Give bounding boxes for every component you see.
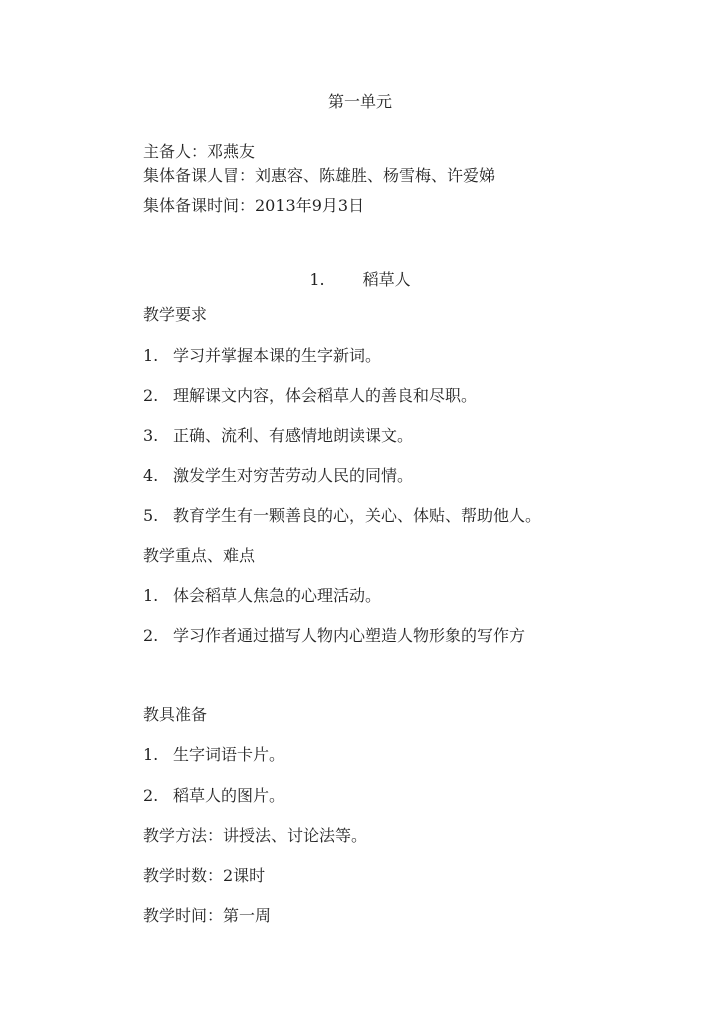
lesson-title (0, 270, 720, 290)
list-item (143, 626, 525, 646)
list-item-number: 4. (143, 466, 159, 485)
list-item-number: 1. (143, 745, 159, 764)
lesson-name: 稻草人 (362, 270, 411, 289)
lead-preparer: 主备人：邓燕友 (143, 142, 256, 161)
list-item (143, 786, 285, 806)
list-item-text: 教育学生有一颗善良的心，关心、体贴、帮助他人。 (173, 506, 542, 525)
list-item (143, 466, 413, 486)
teaching-hours: 教学时数：2课时 (143, 866, 266, 885)
list-item-text: 学习作者通过描写人物内心塑造人物形象的写作方 (173, 626, 526, 645)
requirements-heading: 教学要求 (143, 305, 208, 324)
list-item (143, 745, 285, 765)
list-item-number: 2. (143, 786, 159, 805)
list-item-text: 理解课文内容，体会稻草人的善良和尽职。 (173, 386, 478, 405)
list-item (143, 426, 413, 446)
list-item-number: 3. (143, 426, 159, 445)
lesson-number: 1. (309, 270, 325, 289)
list-item-number: 1. (143, 346, 159, 365)
list-item-number: 2. (143, 386, 159, 405)
list-item-text: 体会稻草人焦急的心理活动。 (173, 586, 382, 605)
list-item-text: 稻草人的图片。 (173, 786, 286, 805)
prep-time: 集体备课时间：2013年9月3日 (143, 196, 365, 215)
list-item-number: 5. (143, 506, 159, 525)
list-item (143, 386, 477, 406)
key-points-heading: 教学重点、难点 (143, 546, 256, 565)
list-item-text: 激发学生对穷苦劳动人民的同情。 (173, 466, 414, 485)
list-item (143, 346, 381, 366)
teaching-method: 教学方法：讲授法、讨论法等。 (143, 826, 368, 845)
list-item-number: 1. (143, 586, 159, 605)
list-item-number: 2. (143, 626, 159, 645)
group-members: 集体备课人冒：刘惠容、陈雄胜、杨雪梅、许爱娣 (143, 166, 496, 185)
list-item (143, 586, 381, 606)
teaching-schedule: 教学时间：第一周 (143, 906, 272, 925)
list-item (143, 506, 541, 526)
list-item-text: 生字词语卡片。 (173, 745, 286, 764)
list-item-text: 学习并掌握本课的生字新词。 (173, 346, 382, 365)
materials-heading: 教具准备 (143, 705, 208, 724)
list-item-text: 正确、流利、有感情地朗读课文。 (173, 426, 414, 445)
unit-title: 第一单元 (327, 92, 392, 111)
